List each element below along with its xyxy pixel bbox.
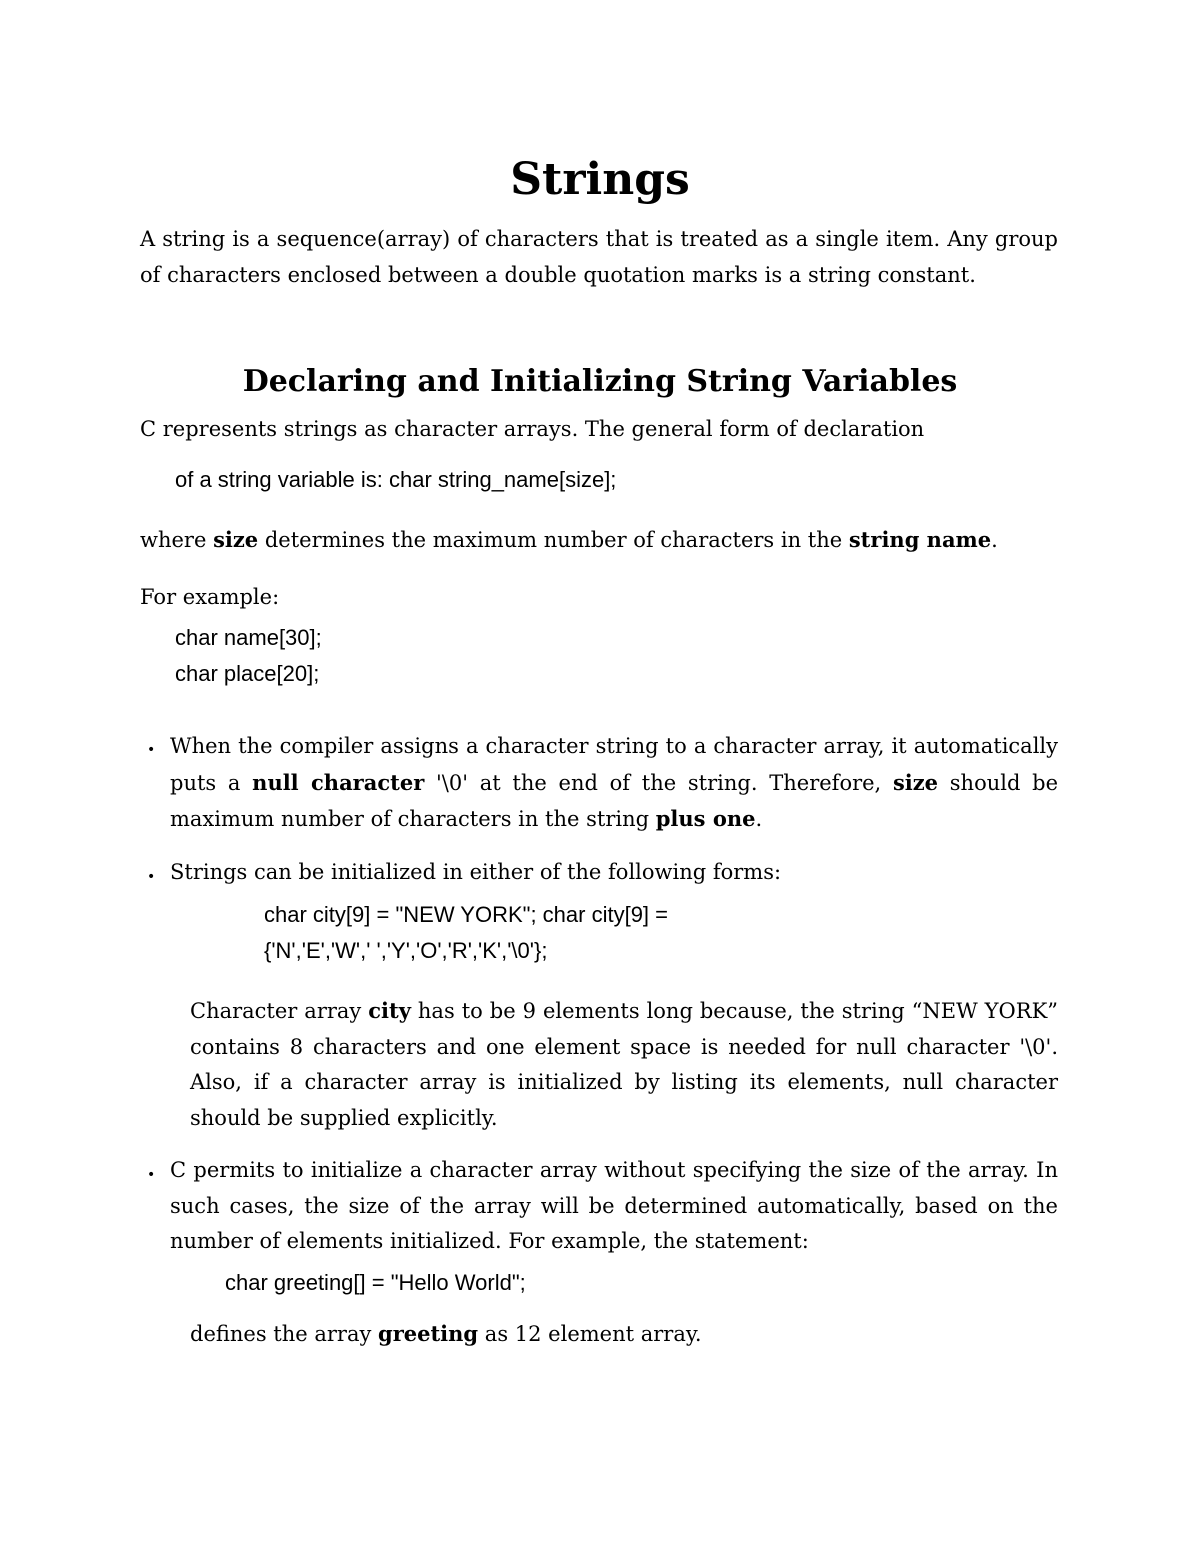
where-prefix: where	[140, 528, 214, 552]
greeting-term: greeting	[378, 1321, 479, 1346]
declaration-intro: C represents strings as character arrays. The general form of declaration	[140, 417, 925, 441]
greeting-definition	[190, 1316, 702, 1353]
example-code-2: char place[20];	[175, 661, 320, 686]
example-label: For example:	[140, 585, 280, 609]
where-suffix: .	[991, 528, 998, 552]
intro-paragraph: A string is a sequence(array) of characters that is treated as a single item. Any group of characters enclosed between a double quotation marks is a string constant.	[140, 227, 1058, 287]
definition-text: as 12 element array.	[478, 1322, 702, 1346]
size-explanation	[140, 522, 1100, 559]
bullet-null-character	[170, 729, 1058, 838]
bullet-marker: •	[147, 869, 156, 885]
greeting-code: char greeting[] = "Hello World";	[225, 1270, 526, 1295]
note-text: has to be 9 elements long because, the string “NEW YORK” contains 8 characters and one element space is needed for null character '\0'. Also, if a character array is initialized by listing its elements, null character should be supplied explicitly.	[190, 999, 1058, 1130]
size-term: size	[213, 527, 259, 552]
bullet-text: .	[755, 807, 763, 831]
city-array-note	[190, 993, 1058, 1136]
bullet-implicit-size: C permits to initialize a character array without specifying the size of the array. In such cases, the size of the array will be determined automatically, based on the number of elements initialized. For example, the statement:	[170, 1158, 1058, 1253]
bullet-init-forms: Strings can be initialized in either of the following forms:	[170, 860, 782, 884]
definition-text: defines the array	[190, 1322, 379, 1346]
declaration-syntax: of a string variable is: char string_name[size];	[175, 467, 617, 492]
section-heading: Declaring and Initializing String Variables	[242, 364, 958, 399]
plus-one-term: plus one	[655, 806, 756, 831]
init-code-line-2: {'N','E','W',' ','Y','O','R','K','\0'};	[264, 938, 548, 963]
bullet-text: '\0' at the end of the string. Therefore,	[424, 770, 893, 795]
bullet-marker: •	[147, 1167, 156, 1183]
city-term: city	[368, 998, 411, 1023]
bullet-text: When the compiler assigns a character string to a character array, it automatically puts a	[170, 734, 1058, 795]
example-code-1: char name[30];	[175, 625, 322, 650]
note-text: Character array	[190, 999, 369, 1023]
string-name-term: string name	[848, 527, 992, 552]
where-middle: determines the maximum number of characters in the	[258, 528, 849, 552]
bullet-marker: •	[147, 742, 156, 758]
page-title: Strings	[510, 154, 690, 205]
size-term: size	[892, 769, 939, 795]
bullet-text: should be maximum number of characters in the string	[170, 770, 1058, 831]
init-code-line-1: char city[9] = "NEW YORK"; char city[9] =	[264, 902, 669, 927]
null-character-term: null character	[252, 769, 425, 795]
